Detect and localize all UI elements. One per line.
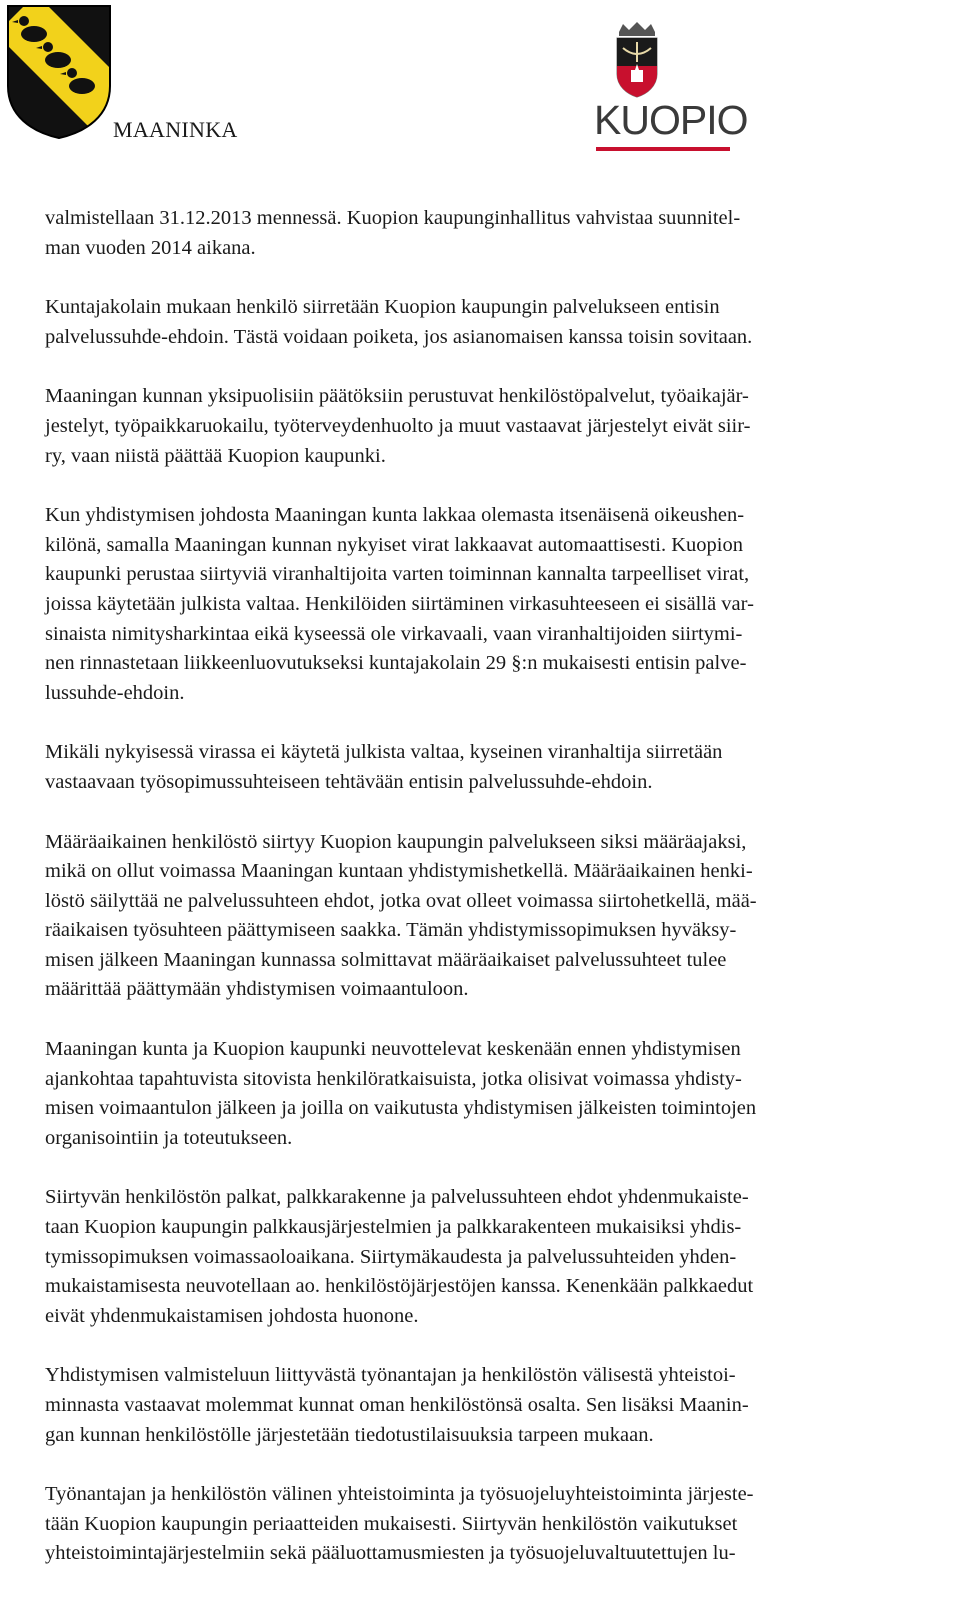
maaninka-name: MAANINKA — [113, 117, 238, 142]
document-header — [0, 0, 960, 170]
document-body — [45, 204, 940, 1599]
paragraph: Maaningan kunnan yksipuolisiin päätöksiin perustuvat henkilöstöpalvelut, työaikajär- jestelyt, työpaikkaruokailu, työterveydenhuolto ja muut vastaavat järjestelyt eivät siir- ry, vaan niistä päättää Kuopion kaupunki. — [45, 385, 751, 467]
paragraph: Kuntajakolain mukaan henkilö siirretään Kuopion kaupungin palvelukseen entisin palvelussuhde-ehdoin. Tästä voidaan poiketa, jos asianomaisen kanssa toisin sovitaan. — [45, 296, 753, 348]
paragraph: Maaningan kunta ja Kuopion kaupunki neuvottelevat keskenään ennen yhdistymisen ajankohtaa tapahtuvista sitovista henkilöratkaisuista, jotka olisivat voimassa yhdisty- misen voimaantulon jälkeen ja joilla on vaikutusta yhdistymisen jälkeisten toimintojen organisointiin ja toteutukseen. — [45, 1038, 757, 1149]
paragraph: Mikäli nykyisessä virassa ei käytetä julkista valtaa, kyseinen viranhaltija siirretään vastaavaan työsopimussuhteiseen tehtävään entisin palvelussuhde-ehdoin. — [45, 741, 723, 793]
paragraph: Määräaikainen henkilöstö siirtyy Kuopion kaupungin palvelukseen siksi määräajaksi, mikä on ollut voimassa Maaningan kuntaan yhdistymishetkellä. Määräaikainen henki- löstö säilyttää ne palvelussuhteen ehdot, jotka ovat olleet voimassa siirtohetkellä, mää- räaikaisen työsuhteen päättymiseen saakka. Tämän yhdistymissopimuksen hyväksy- misen jälkeen Maaningan kunnassa solmittavat määräaikaiset palvelussuhteet tulee määrittää päättymään yhdistymisen voimaantuloon. — [45, 830, 757, 1001]
paragraph: Siirtyvän henkilöstön palkat, palkkarakenne ja palvelussuhteen ehdot yhdenmukaiste- taan Kuopion kaupungin palkkausjärjestelmien ja palkkarakenteen mukaisiksi yhdis- tymissopimuksen voimassaoloaikana. Siirtymäkaudesta ja palvelussuhteiden yhden- mukaistamisesta neuvotellaan ao. henkilöstöjärjestöjen kanssa. Kenenkään palkkaedut eivät yhdenmukaistamisen johdosta huonone. — [45, 1186, 754, 1327]
kuopio-coat-of-arms-icon — [613, 22, 661, 98]
paragraph: Työnantajan ja henkilöstön välinen yhteistoiminta ja työsuojeluyhteistoiminta järjeste- tään Kuopion kaupungin periaatteiden mukaisesti. Siirtyvän henkilöstön vaikutukset yhteistoimintajärjestelmiin sekä pääluottamusmiesten ja työsuojeluvaltuutettujen lu- — [45, 1483, 754, 1565]
paragraph: Kun yhdistymisen johdosta Maaningan kunta lakkaa olemasta itsenäisenä oikeushen- kilönä, samalla Maaningan kunnan nykyiset virat lakkaavat automaattisesti. Kuopion kaupunki perustaa siirtyviä viranhaltijoita varten toiminnan kannalta tarpeelliset virat, joissa käytetään julkista valtaa. Henkilöiden siirtäminen virkasuhteeseen ei sisällä var- sinaista nimitysharkintaa eikä kyseessä ole virkavaali, vaan viranhaltijoiden siirtymi- nen rinnastetaan liikkeenluovutukseksi kuntajakolain 29 §:n mukaisesti entisin palve- lussuhde-ehdoin. — [45, 504, 754, 704]
kuopio-underline — [596, 147, 730, 151]
maaninka-coat-of-arms-icon — [6, 4, 112, 140]
kuopio-name: KUOPIO — [594, 97, 748, 143]
paragraph: Yhdistymisen valmisteluun liittyvästä työnantajan ja henkilöstön välisestä yhteistoi- minnasta vastaavat molemmat kunnat oman henkilöstönsä osalta. Sen lisäksi Maanin- gan kunnan henkilöstölle järjestetään tiedotustilaisuuksia tarpeen mukaan. — [45, 1364, 749, 1446]
paragraph: valmistellaan 31.12.2013 mennessä. Kuopion kaupunginhallitus vahvistaa suunnitel- man vuoden 2014 aikana. — [45, 207, 741, 259]
